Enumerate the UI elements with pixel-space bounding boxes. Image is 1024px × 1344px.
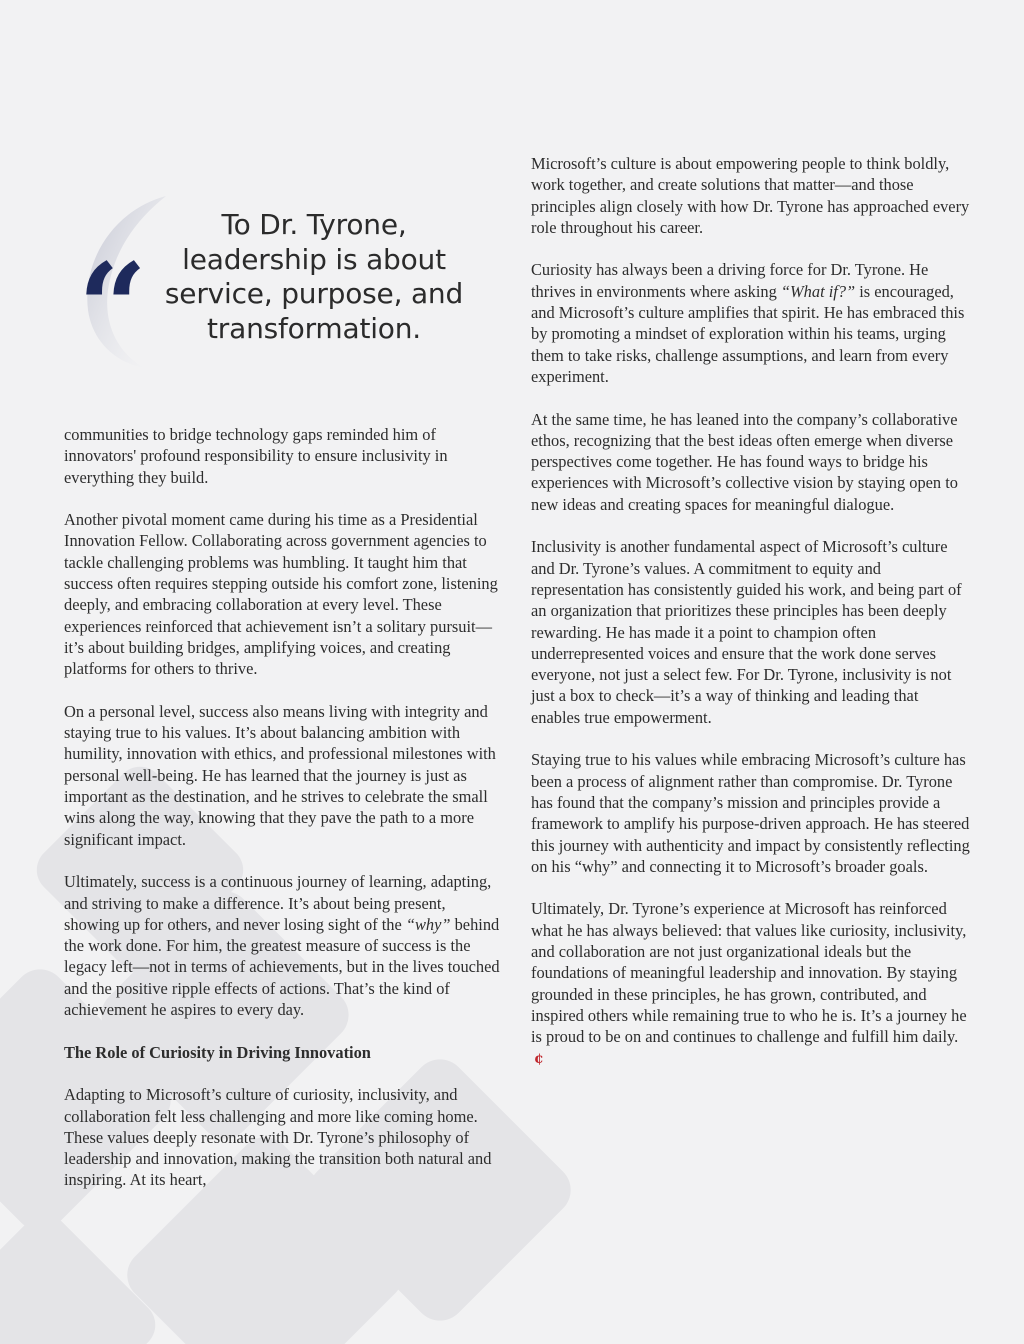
left-paragraph-3: On a personal level, success also means living with integrity and staying true to his values. It’s about balancing ambition with humility, innovation with ethics, and professional milestones with personal well-being. He has learned that the journey is just as important as the destination, and he strives to celebrate the small wins along the way, knowing that they pave the path to a more significant impact. [64, 701, 496, 849]
right-paragraph-5: Staying true to his values while embracing Microsoft’s culture has been a process of alignment rather than compromise. Dr. Tyrone has found that the company’s mission and principles provide a framework to amplify his purpose-driven approach. He has steered this journey with authenticity and impact by consistently reflecting on his “why” and connecting it to Microsoft’s broader goals. [531, 750, 970, 876]
right-paragraph-1: Microsoft’s culture is about empowering people to think boldly, work together, and create solutions that matter—and those principles align closely with how Dr. Tyrone has approached every role throughout his career. [531, 154, 970, 237]
what-if-emphasis: “What if?” [780, 281, 856, 301]
right-column [531, 153, 971, 1092]
pull-quote [64, 190, 504, 380]
why-emphasis: “why” [405, 914, 451, 934]
right-paragraph-4: Inclusivity is another fundamental aspect of Microsoft’s culture and Dr. Tyrone’s values. A commitment to equity and representation has consistently guided his work, and being part of an organization that prioritizes these principles has been deeply rewarding. He has made it a point to champion often underrepresented voices and ensure that the work done serves everyone, not just a select few. For Dr. Tyrone, inclusivity is not just a box to check—it’s a way of thinking and leading that enables true empowerment. [531, 537, 962, 727]
left-paragraph-4 [64, 871, 504, 1020]
left-paragraph-2: Another pivotal moment came during his time as a Presidential Innovation Fellow. Collaborating across government agencies to tackle challenging problems was humbling. It taught him that success often requires stepping outside his comfort zone, listening deeply, and embracing collaboration at every level. These experiences reinforced that achievement isn’t a solitary pursuit—it’s about building bridges, amplifying voices, and creating platforms for others to thrive. [64, 510, 498, 679]
left-paragraph-4-end: behind the work done. For him, the greatest measure of success is the legacy left—not in terms of achievements, but in the lives touched and the positive ripple effects of actions. That’s the kind of achievement he aspires to every day. [64, 914, 500, 1020]
quote-mark-icon: “ [78, 237, 148, 378]
left-paragraph-5: Adapting to Microsoft’s culture of curiosity, inclusivity, and collaboration felt less challenging and more like coming home. These values deeply resonate with Dr. Tyrone’s philosophy of leadership and innovation, making the transition both natural and inspiring. At its heart, [64, 1085, 492, 1190]
right-paragraph-2 [531, 259, 971, 387]
left-column [64, 424, 504, 1212]
end-mark-icon: ¢ [534, 1051, 544, 1068]
right-paragraph-6-text: Ultimately, Dr. Tyrone’s experience at Microsoft has reinforced what he has always believed: that values like curiosity, inclusivity, and collaboration are not just organizational ideals but the foundations of meaningful leadership and innovation. By staying grounded in these principles, he has grown, contributed, and inspired others while remaining true to who he is. It’s a journey he is proud to be on and continues to challenge and fulfill him daily. [531, 899, 967, 1047]
left-paragraph-1: communities to bridge technology gaps reminded him of innovators' profound responsibility to ensure inclusivity in everything they build. [64, 425, 448, 487]
right-paragraph-6 [531, 898, 971, 1070]
pull-quote-text: To Dr. Tyrone, leadership is about service, purpose, and transformation. [164, 208, 464, 345]
right-paragraph-3: At the same time, he has leaned into the company’s collaborative ethos, recognizing that the best ideas often emerge when diverse perspectives come together. He has found ways to bridge his experiences with Microsoft’s collective vision by staying open to new ideas and creating spaces for meaningful dialogue. [531, 409, 958, 514]
section-heading: The Role of Curiosity in Driving Innovation [64, 1042, 371, 1062]
right-paragraph-2-start: Curiosity has always been a driving force for Dr. Tyrone. He thrives in environments where asking [531, 260, 929, 301]
right-paragraph-2-end: is encouraged, and Microsoft’s culture amplifies that spirit. He has embraced this by promoting a mindset of exploration within his teams, urging them to take risks, challenge assumptions, and learn from every experiment. [531, 281, 965, 386]
left-paragraph-4-start: Ultimately, success is a continuous journey of learning, adapting, and striving to make a difference. It’s about being present, showing up for others, and never losing sight of the [64, 872, 492, 934]
